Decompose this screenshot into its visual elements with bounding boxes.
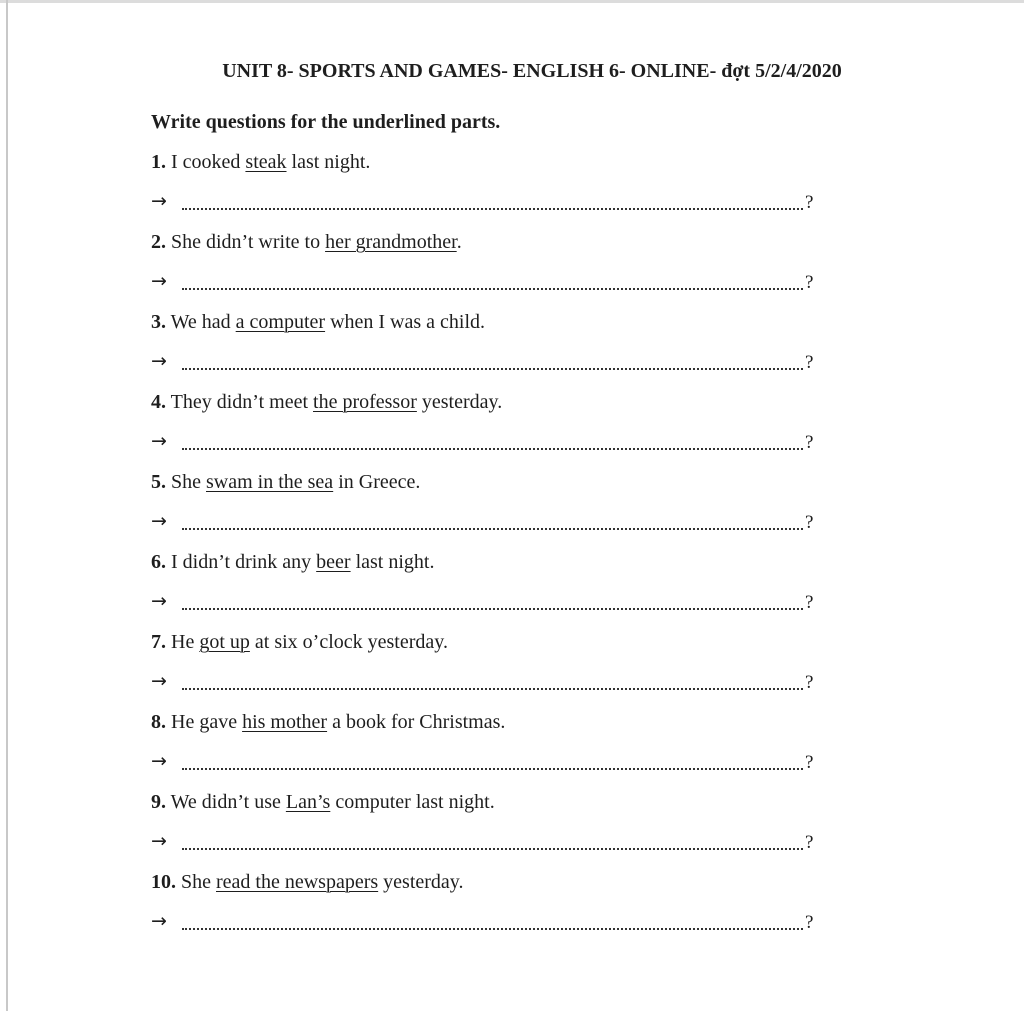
arrow-right-icon: → <box>151 750 167 772</box>
arrow-right-icon: → <box>151 190 167 212</box>
underlined-part: swam in the sea <box>206 471 334 493</box>
underlined-part: his mother <box>242 711 328 733</box>
sentence-text-after: in Greece. <box>333 471 421 493</box>
arrow-right-icon: → <box>151 510 167 532</box>
question-item <box>151 149 831 229</box>
question-item <box>151 229 831 309</box>
arrow-right-icon: → <box>151 430 167 452</box>
sentence-text-after: computer last night. <box>330 791 495 813</box>
answer-line <box>151 828 831 854</box>
question-item <box>151 469 831 549</box>
sentence-text-before: He <box>166 631 200 653</box>
question-number: 8. <box>151 711 166 733</box>
arrow-right-icon: → <box>151 270 167 292</box>
sentence-text-before: We had <box>166 311 236 333</box>
page-top-edge <box>0 0 1024 3</box>
sentence-text-before: I didn’t drink any <box>166 551 317 573</box>
question-sentence <box>151 869 464 895</box>
arrow-right-icon: → <box>151 350 167 372</box>
question-sentence <box>151 629 448 655</box>
question-number: 5. <box>151 471 166 493</box>
question-item <box>151 629 831 709</box>
underlined-part: read the newspapers <box>216 871 379 893</box>
sentence-text-after: last night. <box>350 551 435 573</box>
worksheet-title: UNIT 8- SPORTS AND GAMES- ENGLISH 6- ONLINE- đợt 5/2/4/2020 <box>222 60 842 82</box>
sentence-text-after: at six o’clock yesterday. <box>249 631 448 653</box>
question-mark: ? <box>805 752 814 773</box>
dotted-answer-blank[interactable] <box>182 288 803 290</box>
arrow-right-icon: → <box>151 590 167 612</box>
question-item <box>151 709 831 789</box>
page-left-edge <box>6 0 8 1011</box>
underlined-part: the professor <box>313 391 417 413</box>
sentence-text-before: He gave <box>166 711 243 733</box>
sentence-text-after: last night. <box>286 151 371 173</box>
dotted-answer-blank[interactable] <box>182 608 803 610</box>
sentence-text-before: She <box>166 471 206 493</box>
sentence-text-after: yesterday. <box>416 391 503 413</box>
question-mark: ? <box>805 352 814 373</box>
question-item <box>151 309 831 389</box>
question-sentence <box>151 469 420 495</box>
dotted-answer-blank[interactable] <box>182 368 803 370</box>
question-number: 4. <box>151 391 166 413</box>
arrow-right-icon: → <box>151 910 167 932</box>
question-item <box>151 389 831 469</box>
question-sentence <box>151 229 462 255</box>
dotted-answer-blank[interactable] <box>182 848 803 850</box>
sentence-text-before: We didn’t use <box>166 791 286 813</box>
underlined-part: steak <box>245 151 287 173</box>
sentence-text-before: They didn’t meet <box>166 391 314 413</box>
answer-line <box>151 428 831 454</box>
question-number: 6. <box>151 551 166 573</box>
question-mark: ? <box>805 672 814 693</box>
sentence-text-before: She didn’t write to <box>166 231 326 253</box>
dotted-answer-blank[interactable] <box>182 688 803 690</box>
answer-line <box>151 908 831 934</box>
question-mark: ? <box>805 272 814 293</box>
answer-line <box>151 748 831 774</box>
question-mark: ? <box>805 832 814 853</box>
instruction-heading: Write questions for the underlined parts. <box>151 111 501 133</box>
question-number: 2. <box>151 231 166 253</box>
question-mark: ? <box>805 432 814 453</box>
arrow-right-icon: → <box>151 830 167 852</box>
underlined-part: her grandmother <box>325 231 457 253</box>
arrow-right-icon: → <box>151 670 167 692</box>
answer-line <box>151 348 831 374</box>
answer-line <box>151 188 831 214</box>
question-sentence <box>151 149 370 175</box>
underlined-part: got up <box>199 631 250 653</box>
dotted-answer-blank[interactable] <box>182 768 803 770</box>
dotted-answer-blank[interactable] <box>182 448 803 450</box>
dotted-answer-blank[interactable] <box>182 528 803 530</box>
sentence-text-before: She <box>176 871 216 893</box>
question-sentence <box>151 789 495 815</box>
question-item <box>151 549 831 629</box>
underlined-part: beer <box>316 551 351 573</box>
question-sentence <box>151 389 502 415</box>
question-number: 7. <box>151 631 166 653</box>
answer-line <box>151 268 831 294</box>
answer-line <box>151 668 831 694</box>
sentence-text-after: a book for Christmas. <box>327 711 506 733</box>
question-item <box>151 869 831 949</box>
question-number: 1. <box>151 151 166 173</box>
answer-line <box>151 588 831 614</box>
sentence-text-after: . <box>456 231 462 253</box>
dotted-answer-blank[interactable] <box>182 208 803 210</box>
question-number: 3. <box>151 311 166 333</box>
answer-line <box>151 508 831 534</box>
question-mark: ? <box>805 192 814 213</box>
underlined-part: Lan’s <box>285 791 331 813</box>
question-sentence <box>151 309 485 335</box>
underlined-part: a computer <box>235 311 326 333</box>
sentence-text-before: I cooked <box>166 151 246 173</box>
dotted-answer-blank[interactable] <box>182 928 803 930</box>
question-mark: ? <box>805 512 814 533</box>
question-number: 10. <box>151 871 176 893</box>
question-mark: ? <box>805 592 814 613</box>
question-number: 9. <box>151 791 166 813</box>
sentence-text-after: when I was a child. <box>325 311 486 333</box>
question-sentence <box>151 709 505 735</box>
question-mark: ? <box>805 912 814 933</box>
sentence-text-after: yesterday. <box>378 871 464 893</box>
question-item <box>151 789 831 869</box>
question-sentence <box>151 549 434 575</box>
